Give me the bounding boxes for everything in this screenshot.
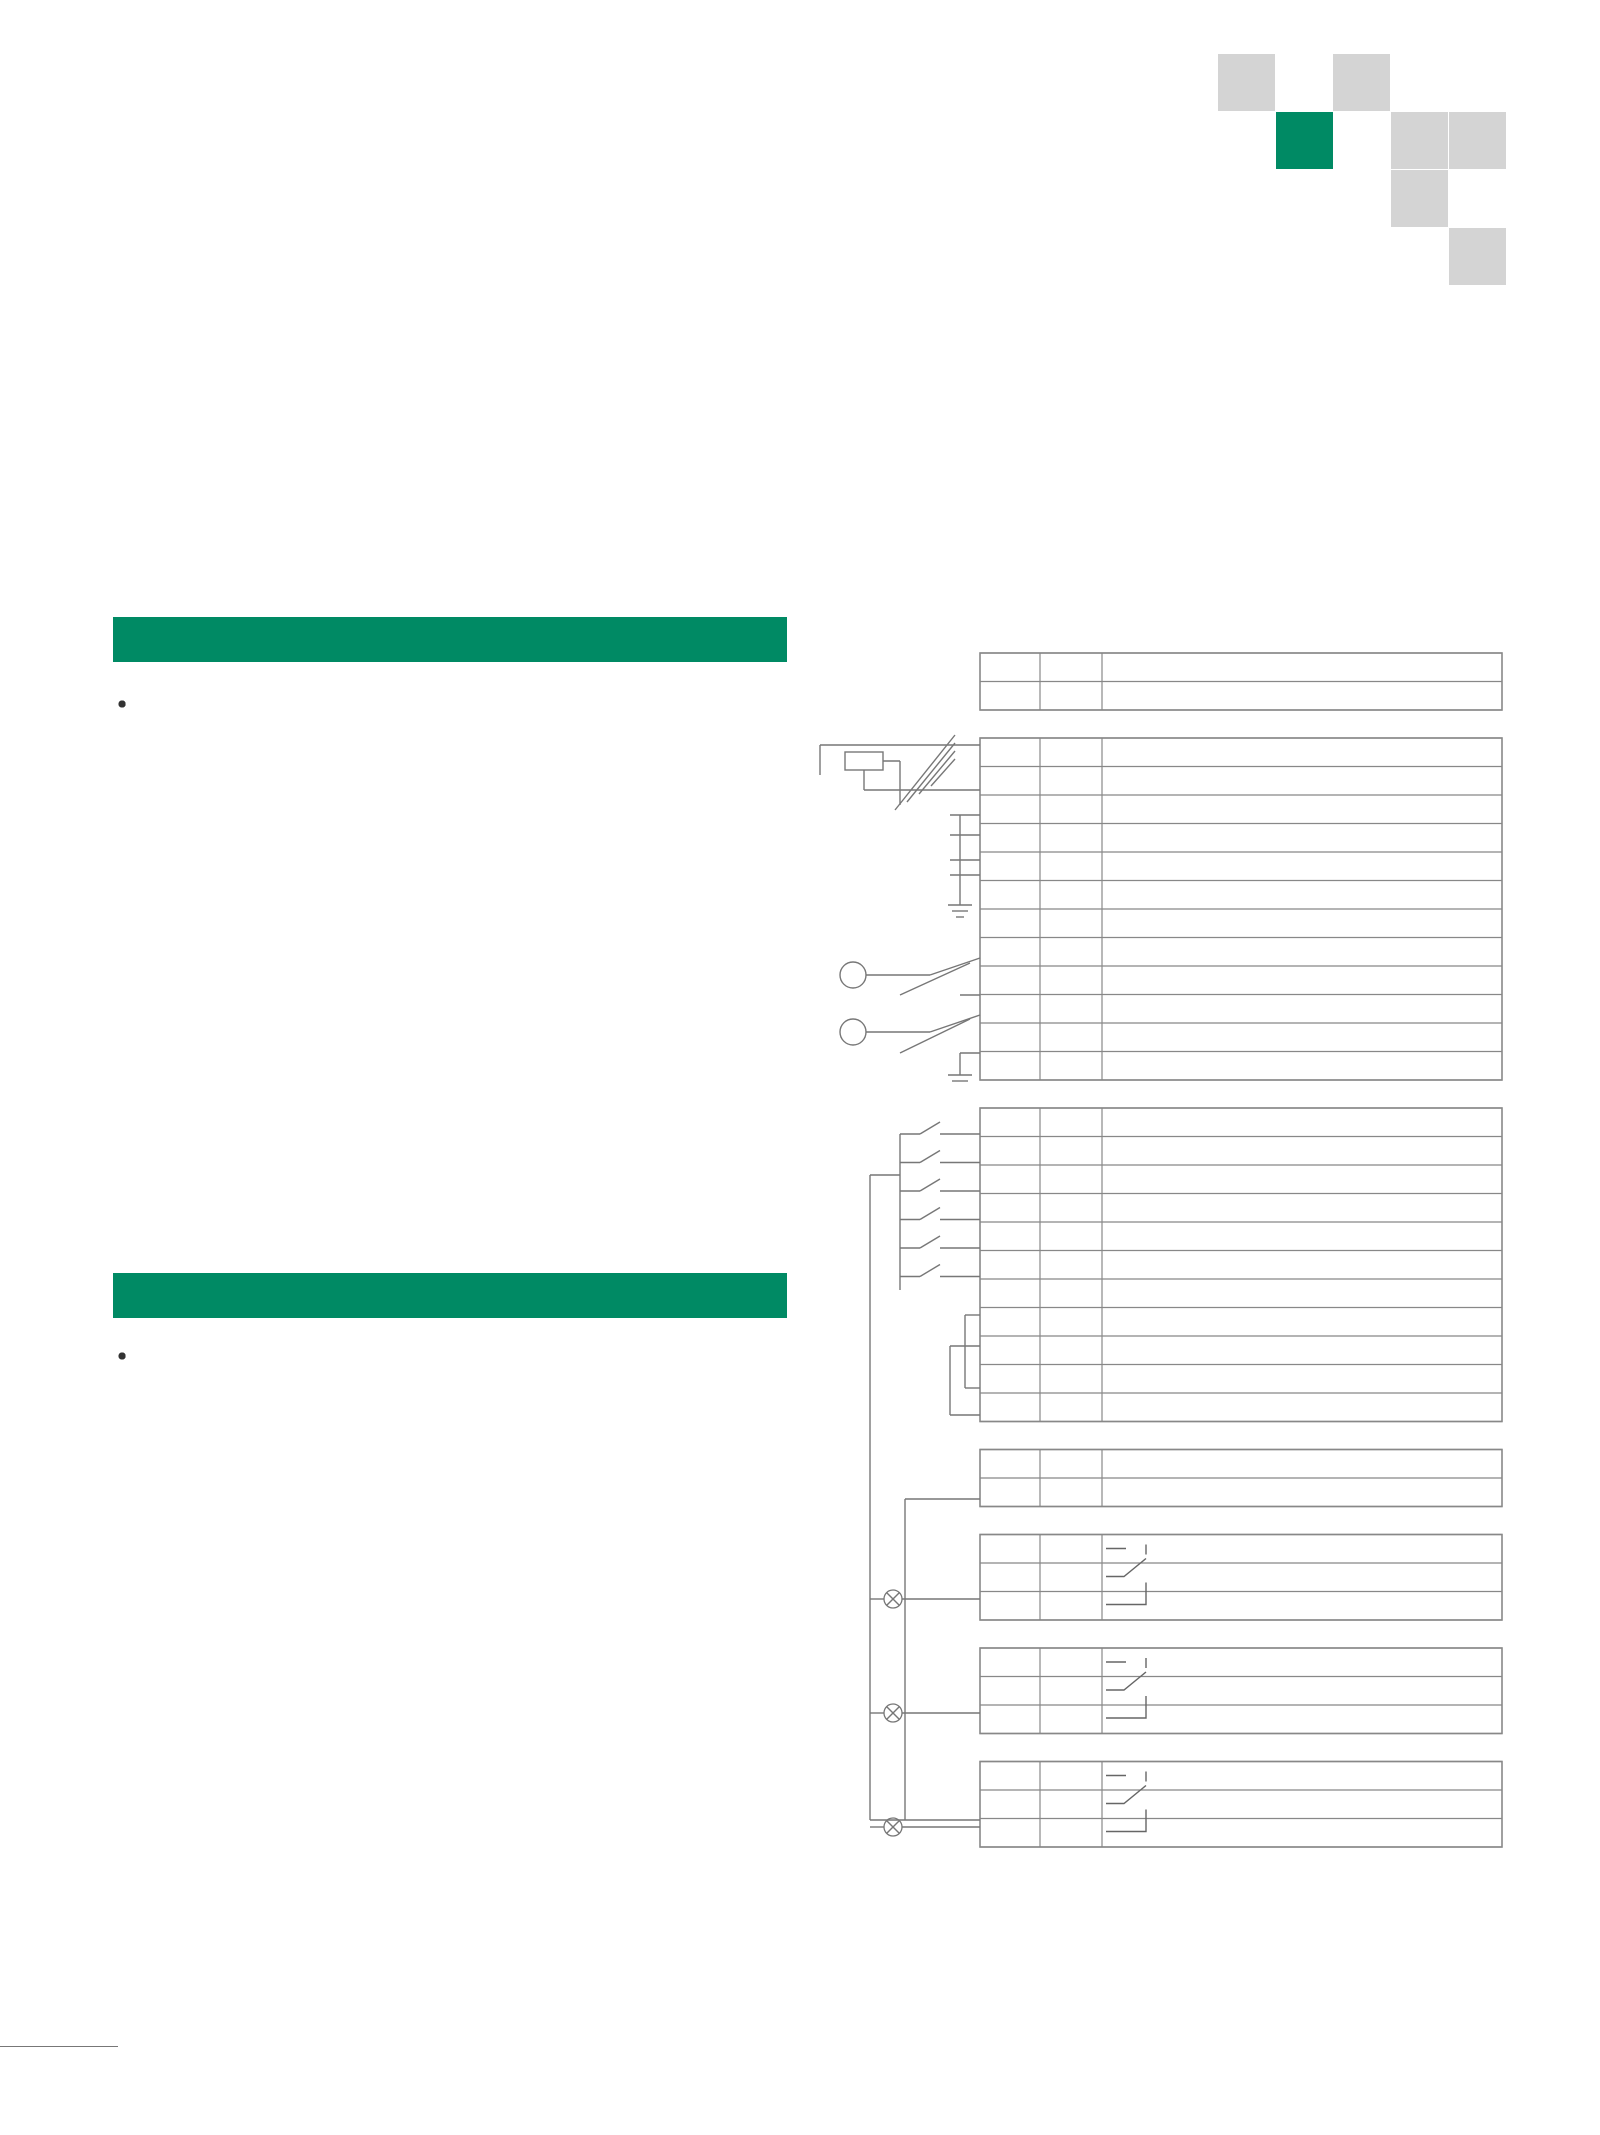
switch-line [920, 1179, 940, 1191]
terminal-block-frame [980, 1762, 1502, 1848]
switch-line [920, 1151, 940, 1163]
optional-io-list [113, 1340, 813, 1342]
switch-line [920, 1122, 940, 1134]
deco-square [1449, 112, 1506, 169]
deco-square [1333, 54, 1390, 111]
switch-line [900, 963, 970, 995]
relay-contact-symbol [1106, 1545, 1146, 1605]
terminal-block-frame [980, 1648, 1502, 1734]
switch-line [907, 743, 955, 802]
relay-contact-symbol [1106, 1772, 1146, 1832]
deco-square [1391, 170, 1448, 227]
relay-contact-symbol [1106, 1658, 1146, 1718]
wiring-line [930, 958, 980, 975]
terminal-block-frame [980, 1535, 1502, 1621]
switch-line [895, 735, 955, 810]
switch-line [920, 1208, 940, 1220]
switch-line [920, 1236, 940, 1248]
deco-square [1449, 228, 1506, 285]
ammeter-symbol [840, 1019, 866, 1045]
footer-rule [0, 2046, 118, 2047]
deco-square [1391, 112, 1448, 169]
deco-square [1218, 54, 1275, 111]
switch-line [931, 759, 955, 786]
standard-io-banner [113, 617, 787, 662]
terminal-block-frame [980, 1108, 1502, 1422]
deco-square-accent [1276, 112, 1333, 169]
optional-io-banner [113, 1273, 787, 1318]
switch-line [920, 1265, 940, 1277]
switch-line [900, 1019, 970, 1053]
control-io-terminal-diagram [800, 615, 1510, 1855]
rpm-meter-symbol [840, 962, 866, 988]
wiring-line [930, 1015, 980, 1032]
potentiometer-symbol [845, 752, 883, 770]
